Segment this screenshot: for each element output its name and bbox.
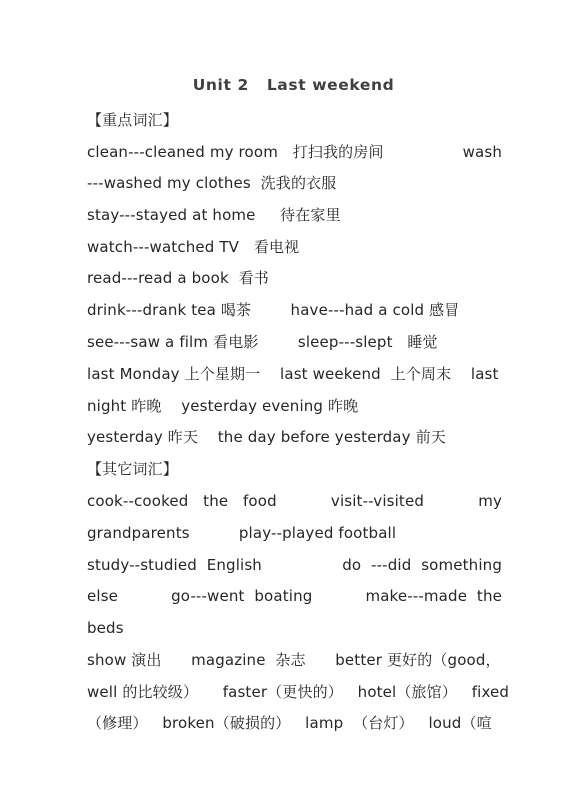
vocab-line bbox=[87, 554, 502, 576]
section-header-key-vocab: 【重点词汇】 bbox=[87, 111, 178, 129]
vocab-line: watch---watched TV 看电视 bbox=[87, 238, 300, 256]
vocab-line bbox=[87, 141, 502, 163]
vocab-text: wash bbox=[462, 143, 502, 161]
vocab-line: （修理） broken（破损的） lamp （台灯） loud（喧 bbox=[87, 714, 492, 732]
section-header-other-vocab: 【其它词汇】 bbox=[87, 460, 178, 478]
vocab-text: do ---did something bbox=[342, 556, 502, 574]
vocab-line: yesterday 昨天 the day before yesterday 前天 bbox=[87, 428, 446, 446]
vocab-text: else bbox=[87, 587, 119, 605]
vocab-line bbox=[87, 490, 502, 512]
vocab-text: clean---cleaned my room 打扫我的房间 bbox=[87, 143, 384, 161]
vocab-line: ---washed my clothes 洗我的衣服 bbox=[87, 174, 337, 192]
vocab-line: drink---drank tea 喝茶 have---had a cold 感冒 bbox=[87, 301, 460, 319]
vocab-text: go---went boating bbox=[171, 587, 313, 605]
vocab-line: last Monday 上个星期一 last weekend 上个周末 last bbox=[87, 365, 499, 383]
vocab-text: make---made the bbox=[365, 587, 502, 605]
page-title: Unit 2 Last weekend bbox=[192, 76, 395, 94]
vocab-line: beds bbox=[87, 619, 124, 637]
vocab-text: my bbox=[478, 492, 502, 510]
vocab-line: read---read a book 看书 bbox=[87, 269, 269, 287]
vocab-line bbox=[87, 585, 502, 607]
vocab-text: study--studied English bbox=[87, 556, 262, 574]
vocab-line: night 昨晚 yesterday evening 昨晚 bbox=[87, 397, 359, 415]
vocab-line: show 演出 magazine 杂志 better 更好的（good， bbox=[87, 651, 501, 669]
vocab-line: well 的比较级） faster（更快的） hotel（旅馆） fixed bbox=[87, 683, 510, 701]
vocab-line: grandparents play--played football bbox=[87, 524, 397, 542]
vocab-line: see---saw a film 看电影 sleep---slept 睡觉 bbox=[87, 333, 438, 351]
vocab-line: stay---stayed at home 待在家里 bbox=[87, 206, 341, 224]
vocab-text: cook--cooked the food bbox=[87, 492, 277, 510]
vocab-text: visit--visited bbox=[330, 492, 425, 510]
